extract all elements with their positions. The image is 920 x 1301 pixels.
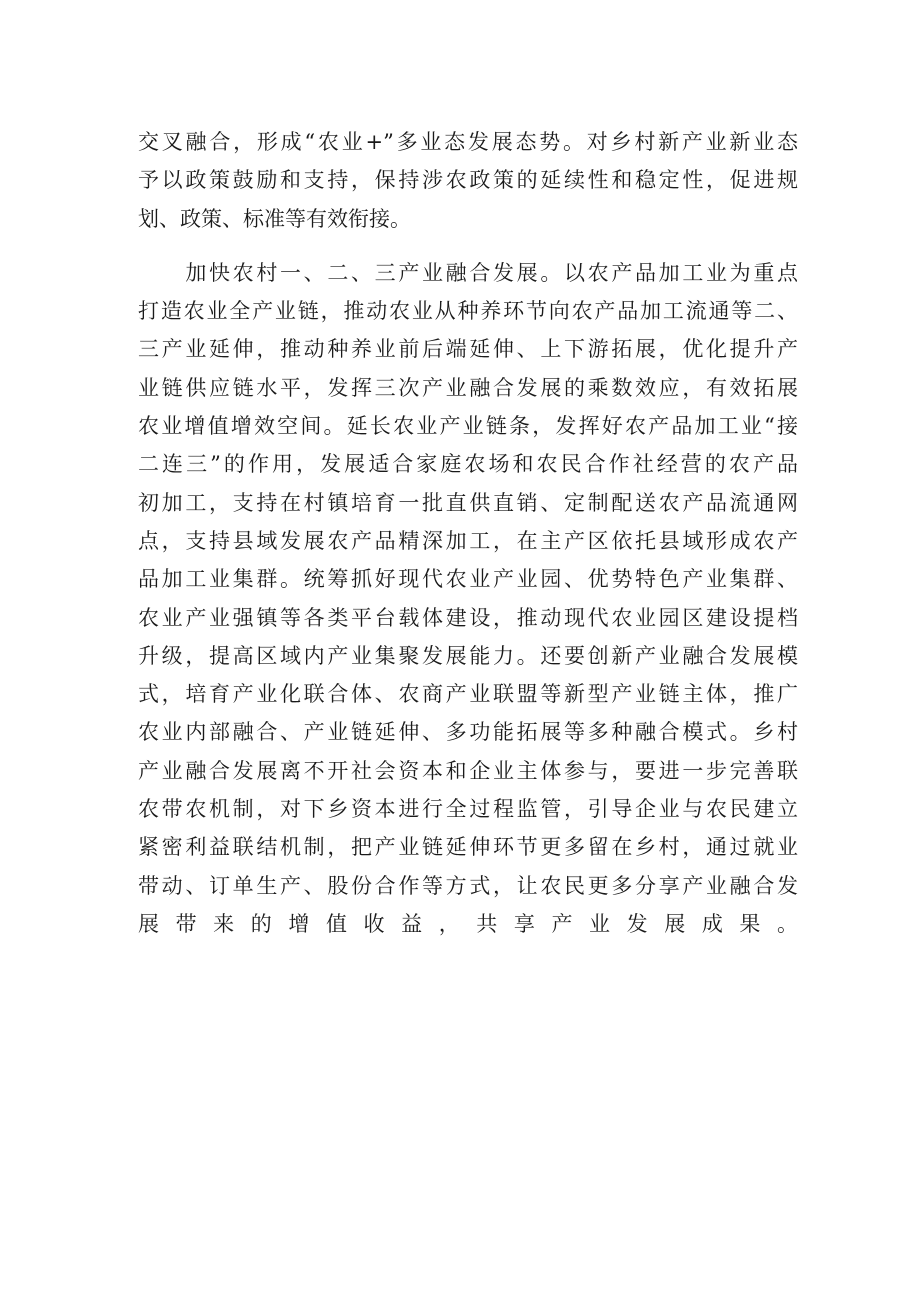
text-line: 点，支持县域发展农产品精深加工，在主产区依托县域形成农产 (138, 528, 798, 553)
text-line: 交叉融合，形成“农业+”多业态发展态势。对乡村新产业新业态 (138, 130, 798, 154)
text-line: 紧密利益联结机制，把产业链延伸环节更多留在乡村，通过就业 (138, 835, 798, 860)
text-line: 予以政策鼓励和支持，保持涉农政策的延续性和稳定性，促进规 (138, 168, 798, 193)
text-line: 带动、订单生产、股份合作等方式，让农民更多分享产业融合发 (138, 873, 798, 898)
text-line: 式，培育产业化联合体、农商产业联盟等新型产业链主体，推广 (138, 682, 798, 707)
text-line: 农业内部融合、产业链延伸、多功能拓展等多种融合模式。乡村 (138, 720, 798, 745)
text-line (138, 943, 798, 981)
text-line: 三产业延伸，推动种养业前后端延伸、上下游拓展，优化提升产 (138, 337, 798, 362)
text-line: 农业产业强镇等各类平台载体建设，推动现代农业园区建设提档 (138, 605, 798, 630)
text-line: 初加工，支持在村镇培育一批直供直销、定制配送农产品流通网 (138, 490, 798, 515)
text-line: 展带来的增值收益，共享产业发展成果。 (138, 911, 798, 936)
text-line: 产业融合发展离不开社会资本和企业主体参与，要进一步完善联 (138, 758, 798, 783)
text-line: 二连三”的作用，发展适合家庭农场和农民合作社经营的农产品 (138, 452, 798, 477)
text-line: 划、政策、标准等有效衔接。 (138, 206, 411, 231)
text-line: 业链供应链水平，发挥三次产业融合发展的乘数效应，有效拓展 (138, 375, 798, 400)
text-line: 加快农村一、二、三产业融合发展。以农产品加工业为重点 (138, 260, 798, 285)
text-line: 农业增值增效空间。延长农业产业链条，发挥好农产品加工业“接 (138, 414, 798, 439)
text-line: 品加工业集群。统筹抓好现代农业产业园、优势特色产业集群、 (138, 567, 798, 592)
document-body (138, 123, 798, 982)
paragraph-gap (138, 238, 798, 254)
text-line: 打造农业全产业链，推动农业从种养环节向农产品加工流通等二、 (138, 299, 798, 324)
text-line: 升级，提高区域内产业集聚发展能力。还要创新产业融合发展模 (138, 643, 798, 668)
text-line: 农带农机制，对下乡资本进行全过程监管，引导企业与农民建立 (138, 797, 798, 822)
